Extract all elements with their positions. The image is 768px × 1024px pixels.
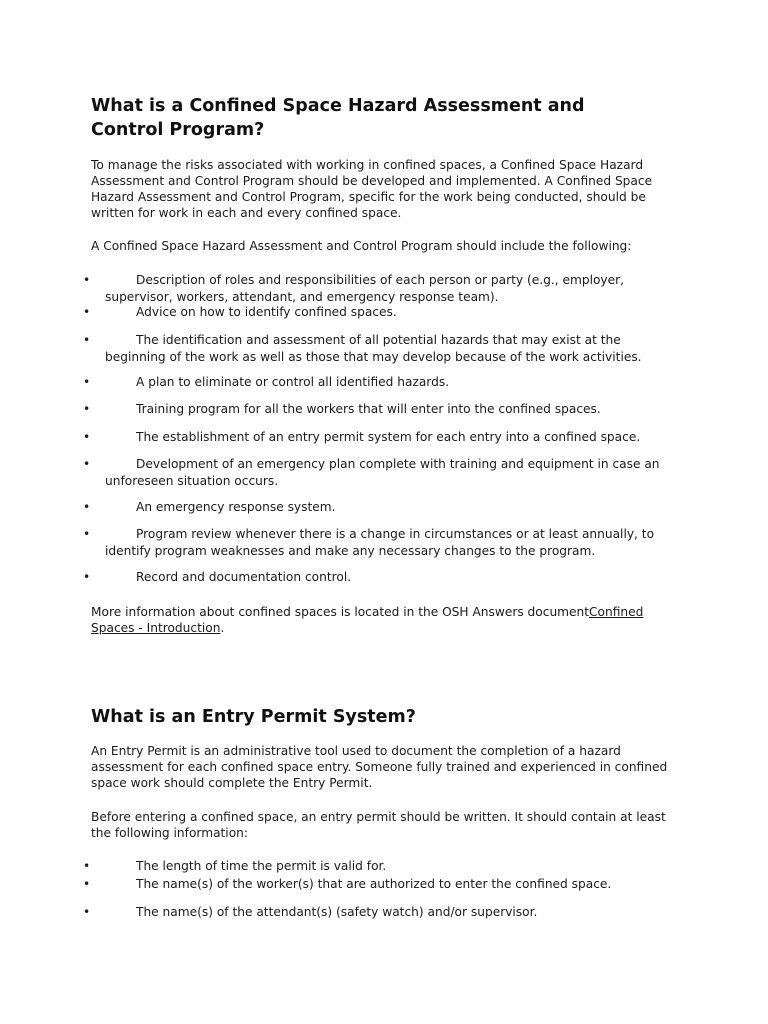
list-item xyxy=(83,272,683,305)
list-item xyxy=(83,569,683,586)
bullet-icon: • xyxy=(83,570,91,584)
list-item xyxy=(83,401,683,418)
list-item-text: The name(s) of the worker(s) that are authorized to enter the confined space. xyxy=(136,877,612,891)
more-info-suffix: . xyxy=(220,621,225,635)
list-item xyxy=(83,499,683,516)
list-item xyxy=(83,374,683,391)
list-item xyxy=(83,332,683,365)
list-item xyxy=(83,858,683,875)
list-item xyxy=(83,876,683,893)
list-item xyxy=(83,429,683,446)
list-item xyxy=(83,526,683,559)
bullet-icon: • xyxy=(83,527,91,541)
section-heading-entry-permit: What is an Entry Permit System? xyxy=(91,707,416,727)
bullet-icon: • xyxy=(83,500,91,514)
bullet-icon: • xyxy=(83,333,91,347)
paragraph-entry-permit-lead: Before entering a confined space, an entry permit should be written. It should contain at least the following information: xyxy=(91,810,666,840)
list-item-text: A plan to eliminate or control all identified hazards. xyxy=(136,375,450,389)
bullet-icon: • xyxy=(83,457,91,471)
list-item xyxy=(83,904,683,921)
paragraph-more-info xyxy=(91,604,681,636)
section-heading-hazard-program: What is a Confined Space Hazard Assessment and Control Program? xyxy=(91,96,585,140)
list-item-text: An emergency response system. xyxy=(136,500,336,514)
paragraph-program-lead: A Confined Space Hazard Assessment and Control Program should include the following: xyxy=(91,239,632,253)
bullet-icon: • xyxy=(83,430,91,444)
bullet-icon: • xyxy=(83,305,91,319)
list-item-text: Advice on how to identify confined spaces. xyxy=(136,305,397,319)
bullet-icon: • xyxy=(83,877,91,891)
bullet-icon: • xyxy=(83,273,91,287)
list-item-text: Development of an emergency plan complete with training and equipment in case an unforeseen situation occurs. xyxy=(105,457,660,488)
list-item-text: Program review whenever there is a change in circumstances or at least annually, to identify program weaknesses and make any necessary changes to the program. xyxy=(105,527,655,558)
bullet-icon: • xyxy=(83,375,91,389)
more-info-text: More information about confined spaces is located in the OSH Answers document xyxy=(91,605,590,619)
bullet-icon: • xyxy=(83,905,91,919)
list-item xyxy=(83,456,683,489)
list-item-text: The name(s) of the attendant(s) (safety watch) and/or supervisor. xyxy=(136,905,538,919)
bullet-icon: • xyxy=(83,402,91,416)
confined-spaces-introduction-link[interactable]: Confined Spaces - Introduction xyxy=(91,605,644,635)
bullet-icon: • xyxy=(83,859,91,873)
list-item-text: Training program for all the workers that will enter into the confined spaces. xyxy=(136,402,601,416)
list-item-text: The length of time the permit is valid for. xyxy=(136,859,387,873)
list-item-text: The identification and assessment of all potential hazards that may exist at the beginning of the work as well as those that may develop because of the work activities. xyxy=(105,333,642,364)
list-item-text: Record and documentation control. xyxy=(136,570,352,584)
list-item-text: Description of roles and responsibilities of each person or party (e.g., employer, supervisor, workers, attendant, and emergency response team). xyxy=(105,273,625,304)
list-item xyxy=(83,304,683,321)
paragraph-intro-hazard-program: To manage the risks associated with working in confined spaces, a Confined Space Hazard Assessment and Control Program should be developed and implemented. A Confined Space Hazard Assessment and Control Program, specific for the work being conducted, should be written for work in each and every confined space. xyxy=(91,158,653,220)
paragraph-intro-entry-permit: An Entry Permit is an administrative tool used to document the completion of a hazard assessment for each confined space entry. Someone fully trained and experienced in confined space work should complete the Entry Permit. xyxy=(91,744,668,790)
list-item-text: The establishment of an entry permit system for each entry into a confined space. xyxy=(136,430,641,444)
